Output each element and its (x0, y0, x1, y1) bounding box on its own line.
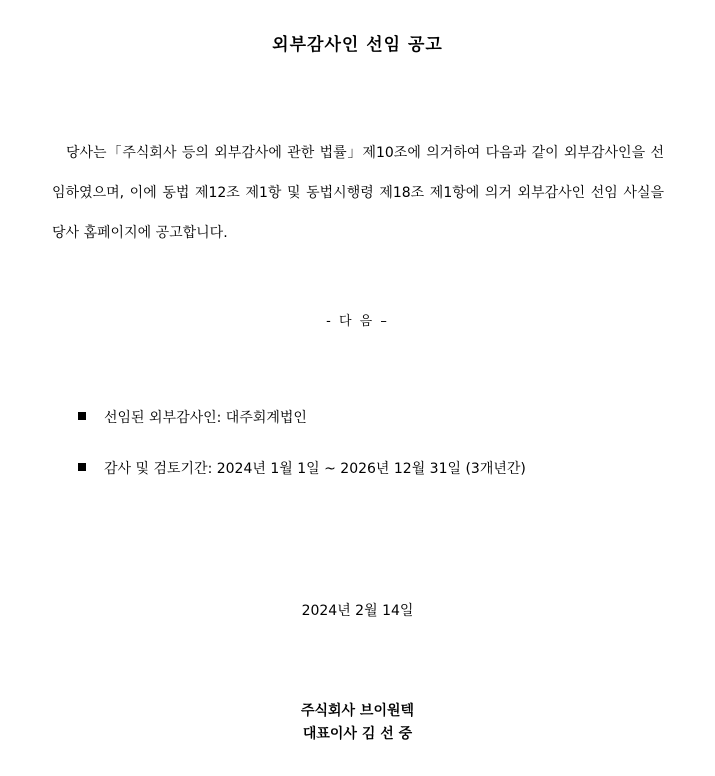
announcement-body: 당사는「주식회사 등의 외부감사에 관한 법률」제10조에 의거하여 다음과 같이 외부감사인을 선임하였으며, 이에 동법 제12조 제1항 및 동법시행령 제18조 제1항에 의거 외부감사인 선임 사실을 당사 홈페이지에 공고합니다. (52, 145, 664, 241)
list-item (78, 455, 526, 483)
ceo-name: 대표이사 김 선 중 (302, 726, 413, 742)
period-item-text: 감사 및 검토기간: 2024년 1월 1일 ~ 2026년 12월 31일 (3개년간) (104, 461, 526, 477)
square-bullet-icon (78, 463, 86, 471)
company-name: 주식회사 브이원텍 (300, 703, 415, 719)
section-heading: - 다 음 – (326, 314, 389, 329)
square-bullet-icon (78, 412, 86, 420)
announcement-date: 2024년 2월 14일 (301, 603, 414, 619)
details-list (78, 404, 526, 506)
document-title: 외부감사인 선임 공고 (272, 35, 443, 55)
auditor-item-text: 선임된 외부감사인: 대주회계법인 (104, 410, 307, 426)
list-item (78, 404, 526, 432)
